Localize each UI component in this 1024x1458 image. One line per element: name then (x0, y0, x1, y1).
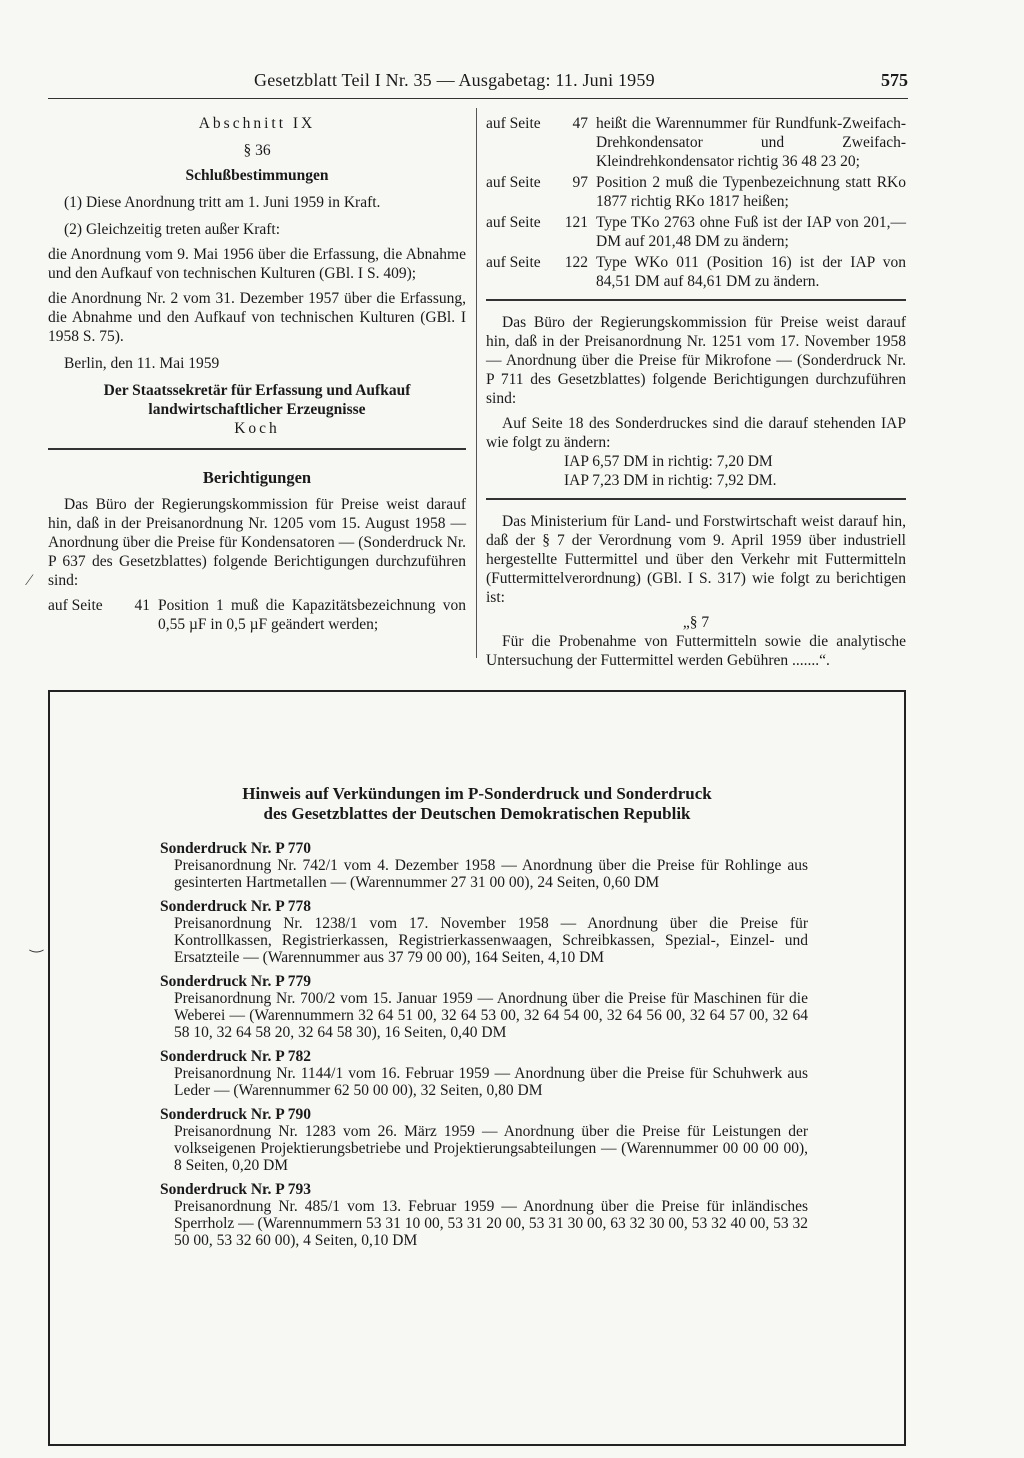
notice-title (50, 784, 904, 824)
correction-item (486, 253, 906, 291)
correction-page: 121 (564, 214, 588, 231)
iap-correction-2: IAP 7,23 DM in richtig: 7,92 DM. (564, 472, 777, 489)
section-rule (486, 299, 906, 301)
correction-text: heißt die Warennummer für Rundfunk-Zweifach-Drehkondensator und Zweifach-Kleindrehkondensator richtig 36 48 23 20; (596, 115, 906, 170)
quoted-section-number: „§ 7 (682, 614, 710, 631)
margin-mark: ⁄ (28, 572, 31, 589)
correction-item (486, 114, 906, 171)
correction-item (486, 173, 906, 211)
special-print-number: Sonderdruck Nr. P 793 (160, 1181, 312, 1198)
list-item (160, 1181, 808, 1249)
special-print-description: Preisanordnung Nr. 485/1 vom 13. Februar 1959 — Anordnung über die Preise für inländisches Sperrholz — (Warennummern 53 31 10 00, 53 31 20 00, 53 31 30 00, 63 32 30 00, 53 32 40 00, 53 32 50 00, 53 32 60 00), 4 Seiten, 0,10 DM (174, 1198, 808, 1249)
correction-text: Type WKo 011 (Position 16) ist der IAP von 84,51 DM auf 84,61 DM zu ändern. (596, 254, 906, 290)
list-item (160, 840, 808, 891)
special-print-number: Sonderdruck Nr. P 779 (160, 973, 312, 990)
correction-label: auf Seite (486, 214, 541, 231)
special-print-description: Preisanordnung Nr. 1283 vom 26. März 1959 — Anordnung über die Preise für Leistungen der volkseigenen Projektierungsbetriebe und Projektierungsabteilungen — (Warennummer 00 00 00 00), 8 Seiten, 0,20 DM (174, 1123, 808, 1174)
repealed-order-2: die Anordnung Nr. 2 vom 31. Dezember 1957 über die Erfassung, die Abnahme und den Aufkauf von technischen Kulturen (GBl. I 1958 S. 75). (48, 290, 466, 345)
list-item (160, 898, 808, 966)
notice-title-line-1: Hinweis auf Verkündungen im P-Sonderdruck und Sonderdruck (242, 784, 712, 803)
place-date: Berlin, den 11. Mai 1959 (64, 355, 220, 372)
provision-2: (2) Gleichzeitig treten außer Kraft: (64, 221, 281, 238)
header-rule (48, 98, 908, 99)
quoted-section-text: Für die Probenahme von Futtermitteln sowie die analytische Untersuchung der Futtermittel werden Gebühren .......“. (486, 633, 906, 669)
running-header (48, 70, 908, 98)
repealed-order-1: die Anordnung vom 9. Mai 1956 über die Erfassung, die Abnahme und den Aufkauf von technischen Kulturen (GBl. I S. 409); (48, 246, 466, 282)
correction-label: auf Seite (486, 115, 541, 132)
correction-text: Position 2 muß die Typenbezeichnung statt RKo 1877 richtig RKo 1817 heißen; (596, 174, 906, 210)
special-print-description: Preisanordnung Nr. 742/1 vom 4. Dezember 1958 — Anordnung über die Preise für Rohlinge aus gesinterten Hartmetallen — (Warennummer 27 31 00 00), 24 Seiten, 0,60 DM (174, 857, 808, 891)
correction-notice-1: Das Büro der Regierungskommission für Preise weist darauf hin, daß in der Preisanordnung Nr. 1205 vom 15. August 1958 — Anordnung über die Preise für Kondensatoren — (Sonderdruck Nr. P 637 des Gesetzblattes) folgende Berichtigungen durchzuführen sind: (48, 496, 466, 589)
special-print-number: Sonderdruck Nr. P 770 (160, 840, 312, 857)
special-print-list (160, 840, 808, 1256)
list-item (160, 1048, 808, 1099)
correction-item (48, 596, 466, 634)
section-rule (48, 448, 466, 450)
correction-notice-3: Das Ministerium für Land- und Forstwirtschaft weist darauf hin, daß der § 7 der Verordnung vom 9. April 1959 über industriell hergestellte Futtermittel und über den Verkehr mit Futtermitteln (Futtermittelverordnung) (GBl. I S. 317) wie folgt zu berichtigen ist: (486, 513, 906, 606)
special-print-description: Preisanordnung Nr. 700/2 vom 15. Januar 1959 — Anordnung über die Preise für Maschinen für die Weberei — (Warennummern 32 64 51 00, 32 64 53 00, 32 64 54 00, 32 64 56 00, 32 64 57 00, 32 64 58 10, 32 64 58 20, 32 64 58 30), 16 Seiten, 0,40 DM (174, 990, 808, 1041)
list-item (160, 973, 808, 1041)
page-number: 575 (881, 70, 908, 90)
special-print-number: Sonderdruck Nr. P 790 (160, 1106, 312, 1123)
signer-title: Der Staatssekretär für Erfassung und Aufkauf landwirtschaftlicher Erzeugnisse (103, 382, 411, 418)
margin-mark: ‿ (30, 936, 43, 953)
iap-correction-1: IAP 6,57 DM in richtig: 7,20 DM (564, 453, 773, 470)
section-heading: Abschnitt IX (198, 115, 316, 132)
list-item (160, 1106, 808, 1174)
correction-item (486, 213, 906, 251)
special-print-description: Preisanordnung Nr. 1144/1 vom 16. Februar 1959 — Anordnung über die Preise für Schuhwerk aus Leder — (Warennummer 62 50 00 00), 32 Seiten, 0,80 DM (174, 1065, 808, 1099)
section-rule (486, 498, 906, 500)
correction-label: auf Seite (486, 254, 541, 271)
correction-notice-2-detail: Auf Seite 18 des Sonderdruckes sind die darauf stehenden IAP wie folgt zu ändern: (486, 415, 906, 451)
correction-label: auf Seite (486, 174, 541, 191)
provision-1: (1) Diese Anordnung tritt am 1. Juni 1959 in Kraft. (64, 194, 381, 211)
corrections-heading: Berichtigungen (202, 468, 312, 487)
correction-text: Type TKo 2763 ohne Fuß ist der IAP von 201,— DM auf 201,48 DM zu ändern; (596, 214, 906, 250)
correction-page: 122 (564, 254, 588, 271)
correction-label: auf Seite (48, 597, 103, 614)
special-print-number: Sonderdruck Nr. P 782 (160, 1048, 312, 1065)
column-divider (476, 108, 477, 658)
notice-title-line-2: des Gesetzblattes der Deutschen Demokratischen Republik (263, 804, 691, 823)
header-title: Gesetzblatt Teil I Nr. 35 — Ausgabetag: 11. Juni 1959 (254, 70, 655, 90)
final-provisions-heading: Schlußbestimmungen (185, 167, 329, 184)
signer-name: Koch (234, 420, 280, 437)
notice-box (48, 690, 906, 1446)
correction-text: Position 1 muß die Kapazitätsbezeichnung von 0,55 µF in 0,5 µF geändert werden; (158, 597, 466, 633)
left-column (48, 114, 466, 636)
correction-notice-2: Das Büro der Regierungskommission für Preise weist darauf hin, daß in der Preisanordnung Nr. 1251 vom 17. November 1958 — Anordnung über die Preise für Mikrofone — (Sonderdruck Nr. P 711 des Gesetzblattes) folgende Berichtigungen durchzuführen sind: (486, 314, 906, 407)
correction-page: 97 (572, 174, 588, 191)
correction-page: 47 (572, 115, 588, 132)
paragraph-number: § 36 (243, 142, 271, 159)
special-print-number: Sonderdruck Nr. P 778 (160, 898, 312, 915)
right-column (486, 114, 906, 670)
correction-page: 41 (134, 597, 150, 614)
special-print-description: Preisanordnung Nr. 1238/1 vom 17. November 1958 — Anordnung über die Preise für Kontrollkassen, Registrierkassen, Registrierkassenwaagen, Schreibkassen, Spezial-, Einzel- und Ersatzteile — (Warennummer aus 37 79 00 00), 164 Seiten, 4,10 DM (174, 915, 808, 966)
